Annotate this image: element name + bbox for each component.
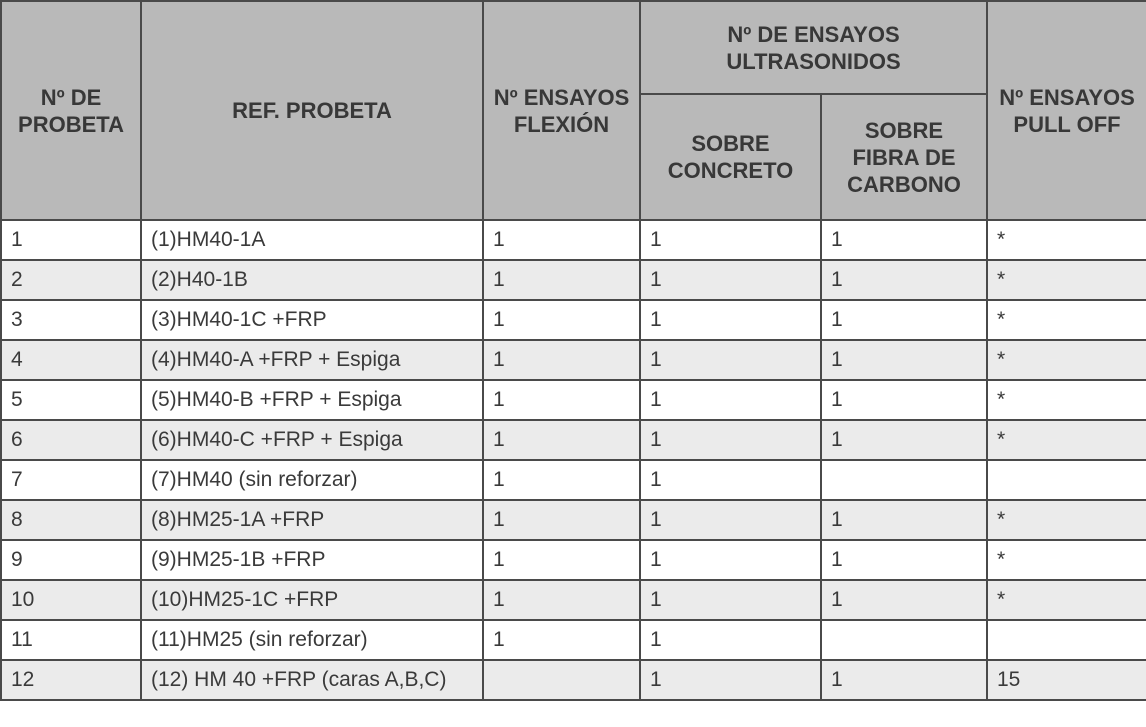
cell-ref: (10)HM25-1C +FRP [141, 580, 483, 620]
cell-num: 10 [1, 580, 141, 620]
cell-pull-off: * [987, 300, 1146, 340]
cell-fibra: 1 [821, 340, 987, 380]
table-body [1, 220, 1146, 700]
cell-concreto: 1 [640, 300, 821, 340]
header-ref-probeta: REF. PROBETA [141, 1, 483, 220]
cell-pull-off: 15 [987, 660, 1146, 700]
cell-num: 9 [1, 540, 141, 580]
table-row [1, 260, 1146, 300]
header-ensayos-pull-off: Nº ENSAYOS PULL OFF [987, 1, 1146, 220]
cell-num: 11 [1, 620, 141, 660]
cell-pull-off: * [987, 340, 1146, 380]
cell-flexion: 1 [483, 620, 640, 660]
table-header [1, 1, 1146, 220]
cell-flexion: 1 [483, 220, 640, 260]
cell-num: 5 [1, 380, 141, 420]
cell-num: 12 [1, 660, 141, 700]
table-row [1, 420, 1146, 460]
cell-num: 4 [1, 340, 141, 380]
cell-fibra: 1 [821, 220, 987, 260]
cell-num: 1 [1, 220, 141, 260]
header-sobre-concreto: SOBRE CONCRETO [640, 94, 821, 220]
cell-ref: (11)HM25 (sin reforzar) [141, 620, 483, 660]
table-row [1, 300, 1146, 340]
cell-ref: (1)HM40-1A [141, 220, 483, 260]
cell-ref: (7)HM40 (sin reforzar) [141, 460, 483, 500]
cell-num: 8 [1, 500, 141, 540]
cell-ref: (2)H40-1B [141, 260, 483, 300]
cell-num: 3 [1, 300, 141, 340]
cell-fibra [821, 460, 987, 500]
cell-fibra: 1 [821, 380, 987, 420]
cell-fibra: 1 [821, 500, 987, 540]
cell-flexion: 1 [483, 500, 640, 540]
cell-pull-off [987, 620, 1146, 660]
cell-concreto: 1 [640, 500, 821, 540]
cell-ref: (5)HM40-B +FRP + Espiga [141, 380, 483, 420]
cell-pull-off: * [987, 500, 1146, 540]
cell-concreto: 1 [640, 380, 821, 420]
cell-pull-off: * [987, 580, 1146, 620]
cell-fibra [821, 620, 987, 660]
cell-flexion: 1 [483, 420, 640, 460]
cell-pull-off: * [987, 380, 1146, 420]
cell-flexion: 1 [483, 380, 640, 420]
table-row [1, 660, 1146, 700]
cell-concreto: 1 [640, 220, 821, 260]
cell-ref: (6)HM40-C +FRP + Espiga [141, 420, 483, 460]
table-row [1, 620, 1146, 660]
table-row [1, 380, 1146, 420]
cell-flexion: 1 [483, 460, 640, 500]
table-row [1, 580, 1146, 620]
cell-flexion: 1 [483, 260, 640, 300]
cell-pull-off [987, 460, 1146, 500]
cell-fibra: 1 [821, 580, 987, 620]
cell-concreto: 1 [640, 540, 821, 580]
cell-ref: (8)HM25-1A +FRP [141, 500, 483, 540]
cell-fibra: 1 [821, 420, 987, 460]
cell-pull-off: * [987, 540, 1146, 580]
cell-flexion: 1 [483, 340, 640, 380]
cell-num: 2 [1, 260, 141, 300]
table-row [1, 340, 1146, 380]
cell-concreto: 1 [640, 660, 821, 700]
cell-flexion [483, 660, 640, 700]
cell-pull-off: * [987, 420, 1146, 460]
cell-flexion: 1 [483, 540, 640, 580]
header-num-probeta: Nº DE PROBETA [1, 1, 141, 220]
cell-fibra: 1 [821, 540, 987, 580]
cell-fibra: 1 [821, 260, 987, 300]
table-row [1, 540, 1146, 580]
cell-fibra: 1 [821, 660, 987, 700]
table-row [1, 220, 1146, 260]
cell-flexion: 1 [483, 580, 640, 620]
cell-ref: (12) HM 40 +FRP (caras A,B,C) [141, 660, 483, 700]
cell-num: 6 [1, 420, 141, 460]
cell-concreto: 1 [640, 580, 821, 620]
cell-concreto: 1 [640, 620, 821, 660]
cell-ref: (4)HM40-A +FRP + Espiga [141, 340, 483, 380]
cell-ref: (9)HM25-1B +FRP [141, 540, 483, 580]
cell-num: 7 [1, 460, 141, 500]
header-ensayos-ultrasonidos: Nº DE ENSAYOS ULTRASONIDOS [640, 1, 987, 94]
header-sobre-fibra: SOBRE FIBRA DE CARBONO [821, 94, 987, 220]
cell-ref: (3)HM40-1C +FRP [141, 300, 483, 340]
cell-fibra: 1 [821, 300, 987, 340]
cell-flexion: 1 [483, 300, 640, 340]
table-row [1, 500, 1146, 540]
cell-concreto: 1 [640, 460, 821, 500]
cell-pull-off: * [987, 260, 1146, 300]
cell-concreto: 1 [640, 420, 821, 460]
cell-pull-off: * [987, 220, 1146, 260]
header-ensayos-flexion: Nº ENSAYOS FLEXIÓN [483, 1, 640, 220]
table-row [1, 460, 1146, 500]
cell-concreto: 1 [640, 340, 821, 380]
cell-concreto: 1 [640, 260, 821, 300]
